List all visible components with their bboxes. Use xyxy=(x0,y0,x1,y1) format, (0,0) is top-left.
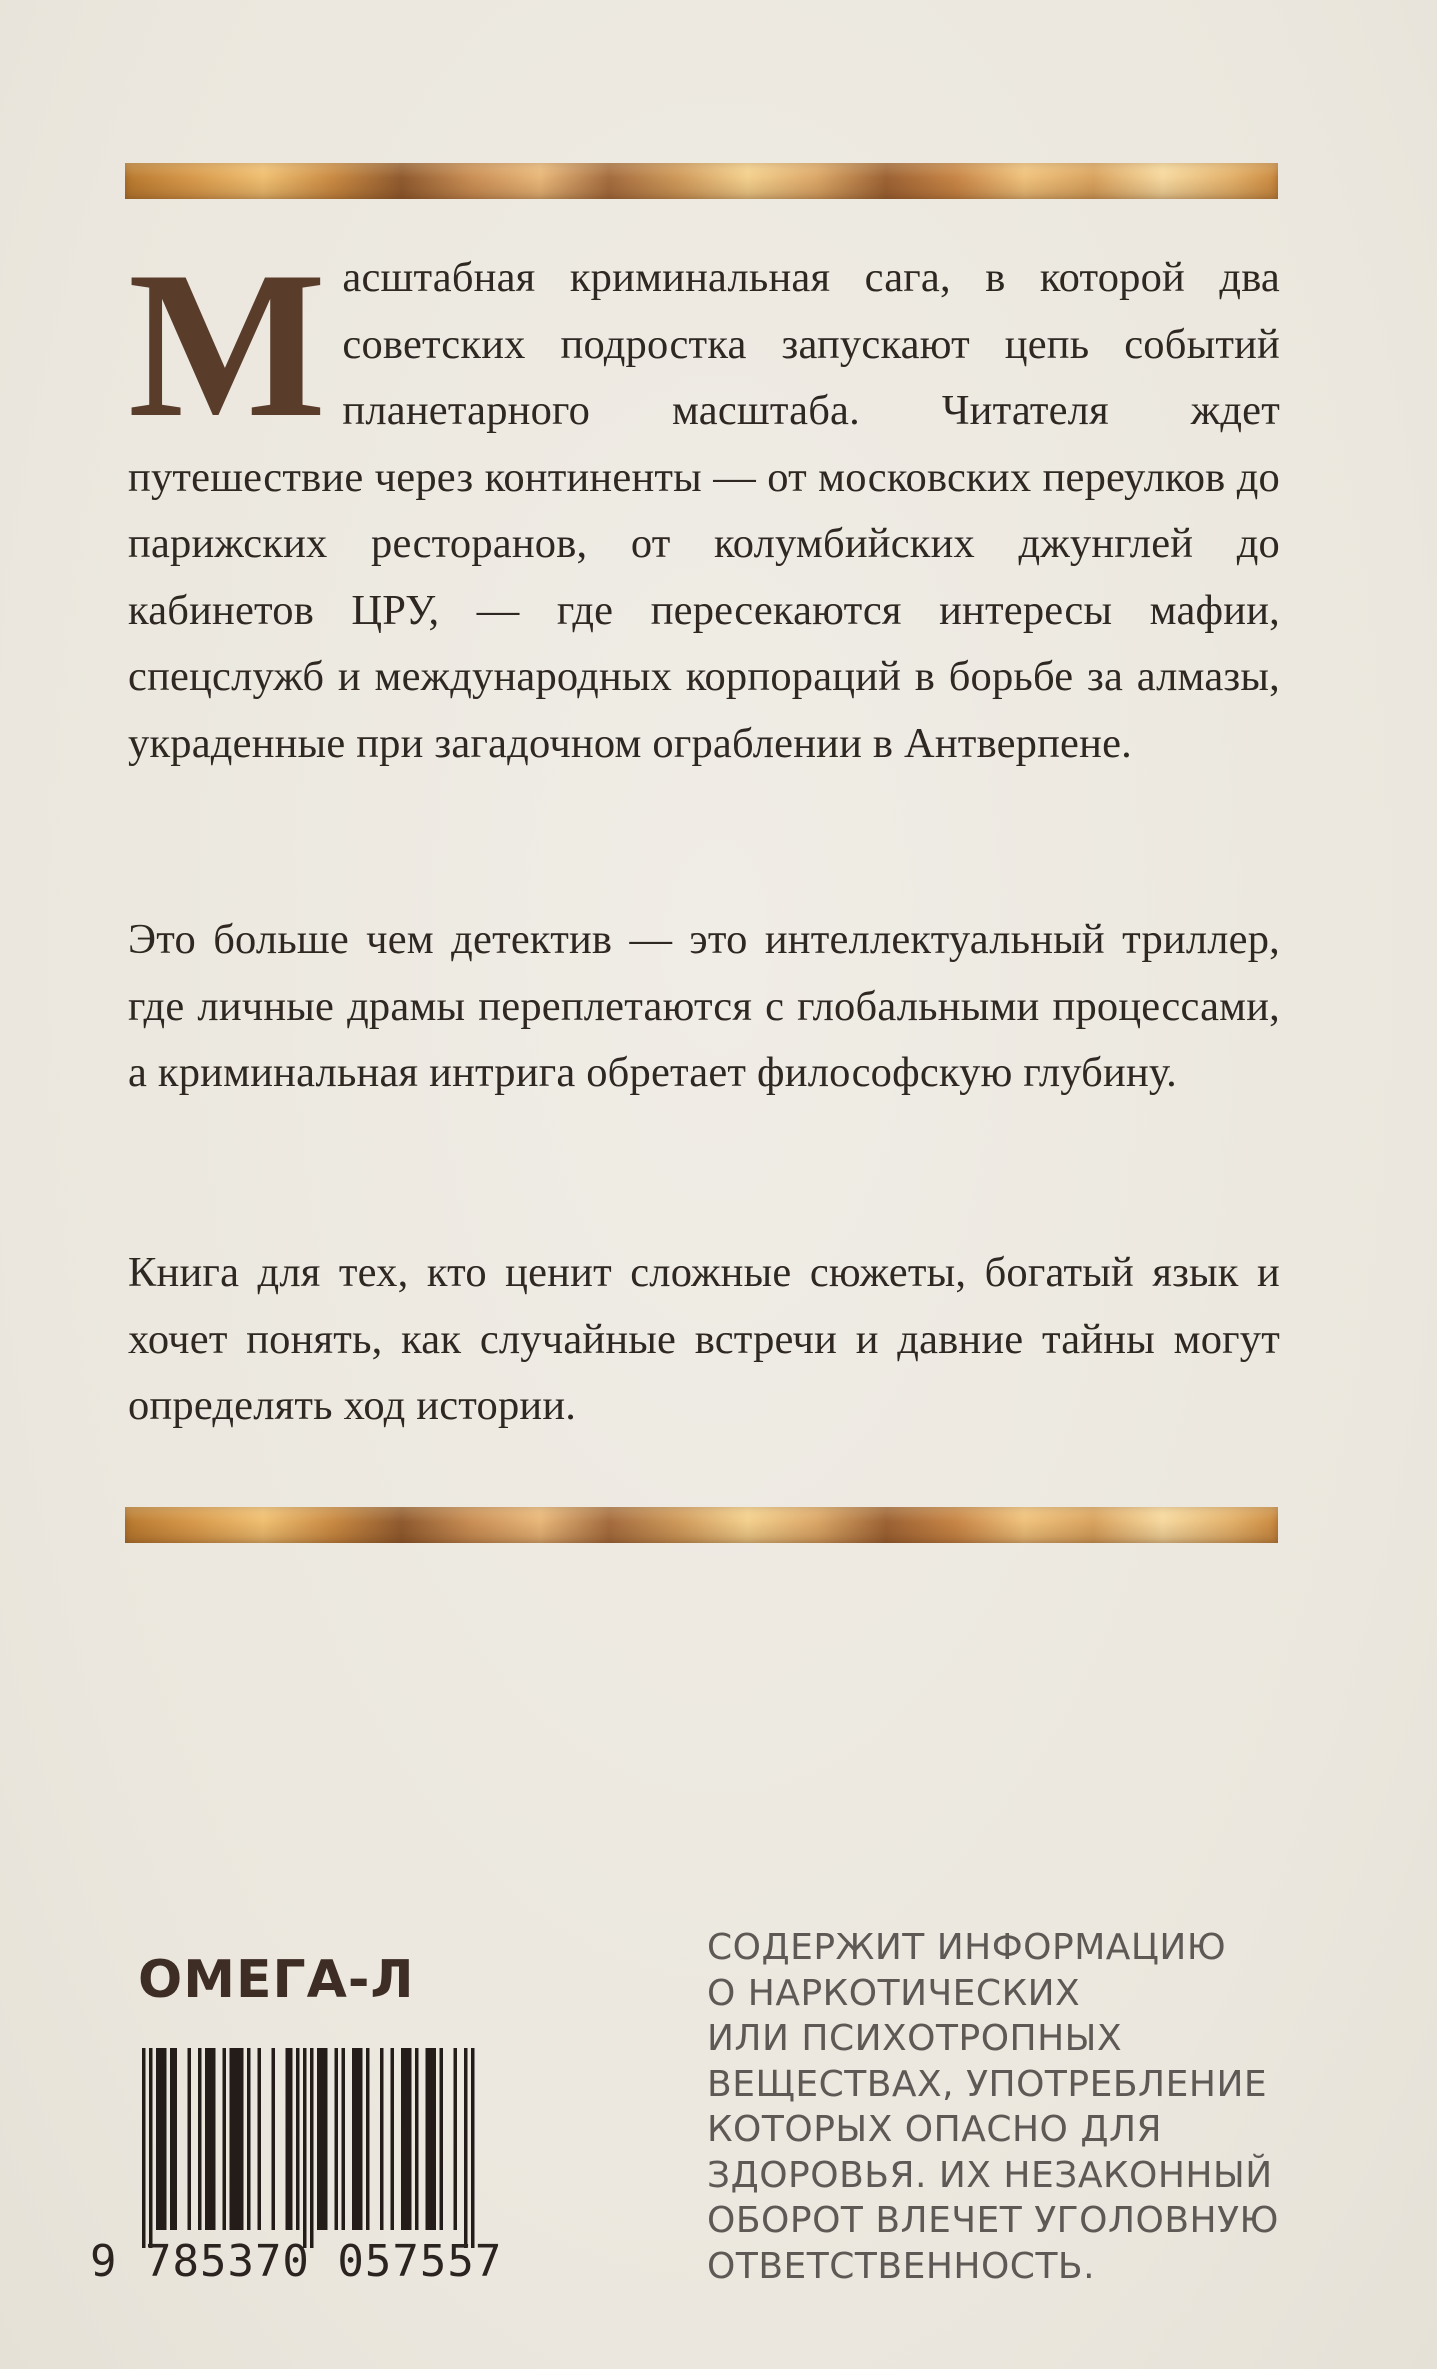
barcode-bar xyxy=(433,2048,437,2230)
barcode-bar xyxy=(247,2048,251,2230)
barcode-bar xyxy=(317,2048,321,2230)
barcode-bar xyxy=(230,2048,234,2230)
publisher-logo: ОМЕГА-Л xyxy=(138,1950,415,2010)
warning-line: ЗДОРОВЬЯ. ИХ НЕЗАКОННЫЙ xyxy=(707,2154,1273,2196)
decorative-band-bottom xyxy=(125,1507,1278,1543)
barcode-bar xyxy=(464,2048,468,2248)
barcode-bar xyxy=(289,2048,293,2230)
barcode-bar xyxy=(174,2048,178,2230)
description-paragraph-2: Это больше чем детектив — это интеллектуальный триллер, где личные драмы переплетаются с глобальными процессами, а криминальная интрига обретает философскую глубину. xyxy=(128,916,1280,1096)
barcode-bar xyxy=(212,2048,216,2230)
barcode-bar xyxy=(426,2048,430,2230)
barcode-bar xyxy=(205,2048,209,2230)
barcode-bar xyxy=(405,2048,409,2230)
barcode-bar xyxy=(366,2048,370,2230)
barcode-bar xyxy=(401,2048,405,2230)
barcode-bar xyxy=(303,2048,307,2248)
barcode-bar xyxy=(310,2048,314,2248)
barcode-bar xyxy=(356,2048,360,2230)
barcode-bar xyxy=(240,2048,244,2230)
description-paragraph-1 xyxy=(128,229,1280,777)
barcode-bars xyxy=(90,2048,530,2248)
barcode-bar xyxy=(142,2048,146,2248)
barcode-bar xyxy=(272,2048,276,2230)
barcode-bar xyxy=(359,2048,363,2230)
barcode-bar xyxy=(321,2048,325,2230)
description-paragraph-3: Книга для тех, кто ценит сложные сюжеты, богатый язык и хочет понять, как случайные встречи и давние тайны могут определять ход истории. xyxy=(128,1249,1280,1429)
warning-line: ОБОРОТ ВЛЕЧЕТ УГОЛОВНУЮ xyxy=(707,2200,1279,2241)
barcode-bar xyxy=(170,2048,174,2230)
paragraph-1-text: асштабная криминальная сага, в которой два советских подростка запускают цепь событий планетарного масштаба. Читателя ждет путешествие через континенты — от московских переулков до парижских ресторанов, от колумбийских джунглей до кабинетов ЦРУ, — где пересекаются интересы мафии, спецслужб и международных корпораций в борьбе за алмазы, украденные при загадочном ограблении в Антверпене. xyxy=(128,254,1280,767)
decorative-band-top xyxy=(125,163,1278,199)
barcode-bar xyxy=(454,2048,458,2230)
warning-line: КОТОРЫХ ОПАСНО ДЛЯ xyxy=(707,2109,1163,2150)
barcode-bar xyxy=(415,2048,419,2230)
isbn-barcode xyxy=(90,2048,530,2287)
barcode-bar xyxy=(163,2048,167,2230)
barcode-bar xyxy=(296,2048,300,2230)
barcode-bar xyxy=(408,2048,412,2230)
barcode-bar xyxy=(440,2048,444,2230)
warning-line: О НАРКОТИЧЕСКИХ xyxy=(707,1972,1081,2014)
barcode-bar xyxy=(324,2048,328,2230)
drug-content-warning xyxy=(707,1925,1307,2289)
barcode-bar xyxy=(380,2048,384,2230)
barcode-bar xyxy=(335,2048,339,2230)
barcode-bar xyxy=(198,2048,202,2230)
barcode-bar xyxy=(223,2048,227,2230)
barcode-bar xyxy=(429,2048,433,2230)
barcode-bar xyxy=(209,2048,213,2230)
drop-cap: М xyxy=(128,229,327,461)
barcode-bar xyxy=(160,2048,164,2230)
barcode-bar xyxy=(237,2048,241,2230)
barcode-bar xyxy=(188,2048,192,2230)
barcode-bar xyxy=(258,2048,262,2230)
warning-line: ВЕЩЕСТВАХ, УПОТРЕБЛЕНИЕ xyxy=(707,2063,1268,2105)
barcode-digits: 9 785370 057557 xyxy=(90,2236,503,2287)
barcode-bar xyxy=(471,2048,475,2248)
barcode-bar xyxy=(156,2048,160,2230)
barcode-bar xyxy=(286,2048,290,2230)
warning-line: ОТВЕТСТВЕННОСТЬ. xyxy=(707,2245,1096,2287)
warning-line: СОДЕРЖИТ ИНФОРМАЦИЮ xyxy=(707,1927,1227,1968)
barcode-bar xyxy=(149,2048,153,2248)
barcode-bar xyxy=(233,2048,237,2230)
warning-line: ИЛИ ПСИХОТРОПНЫХ xyxy=(707,2018,1123,2059)
barcode-bar xyxy=(342,2048,346,2230)
barcode-bar xyxy=(391,2048,395,2230)
barcode-bar xyxy=(352,2048,356,2230)
